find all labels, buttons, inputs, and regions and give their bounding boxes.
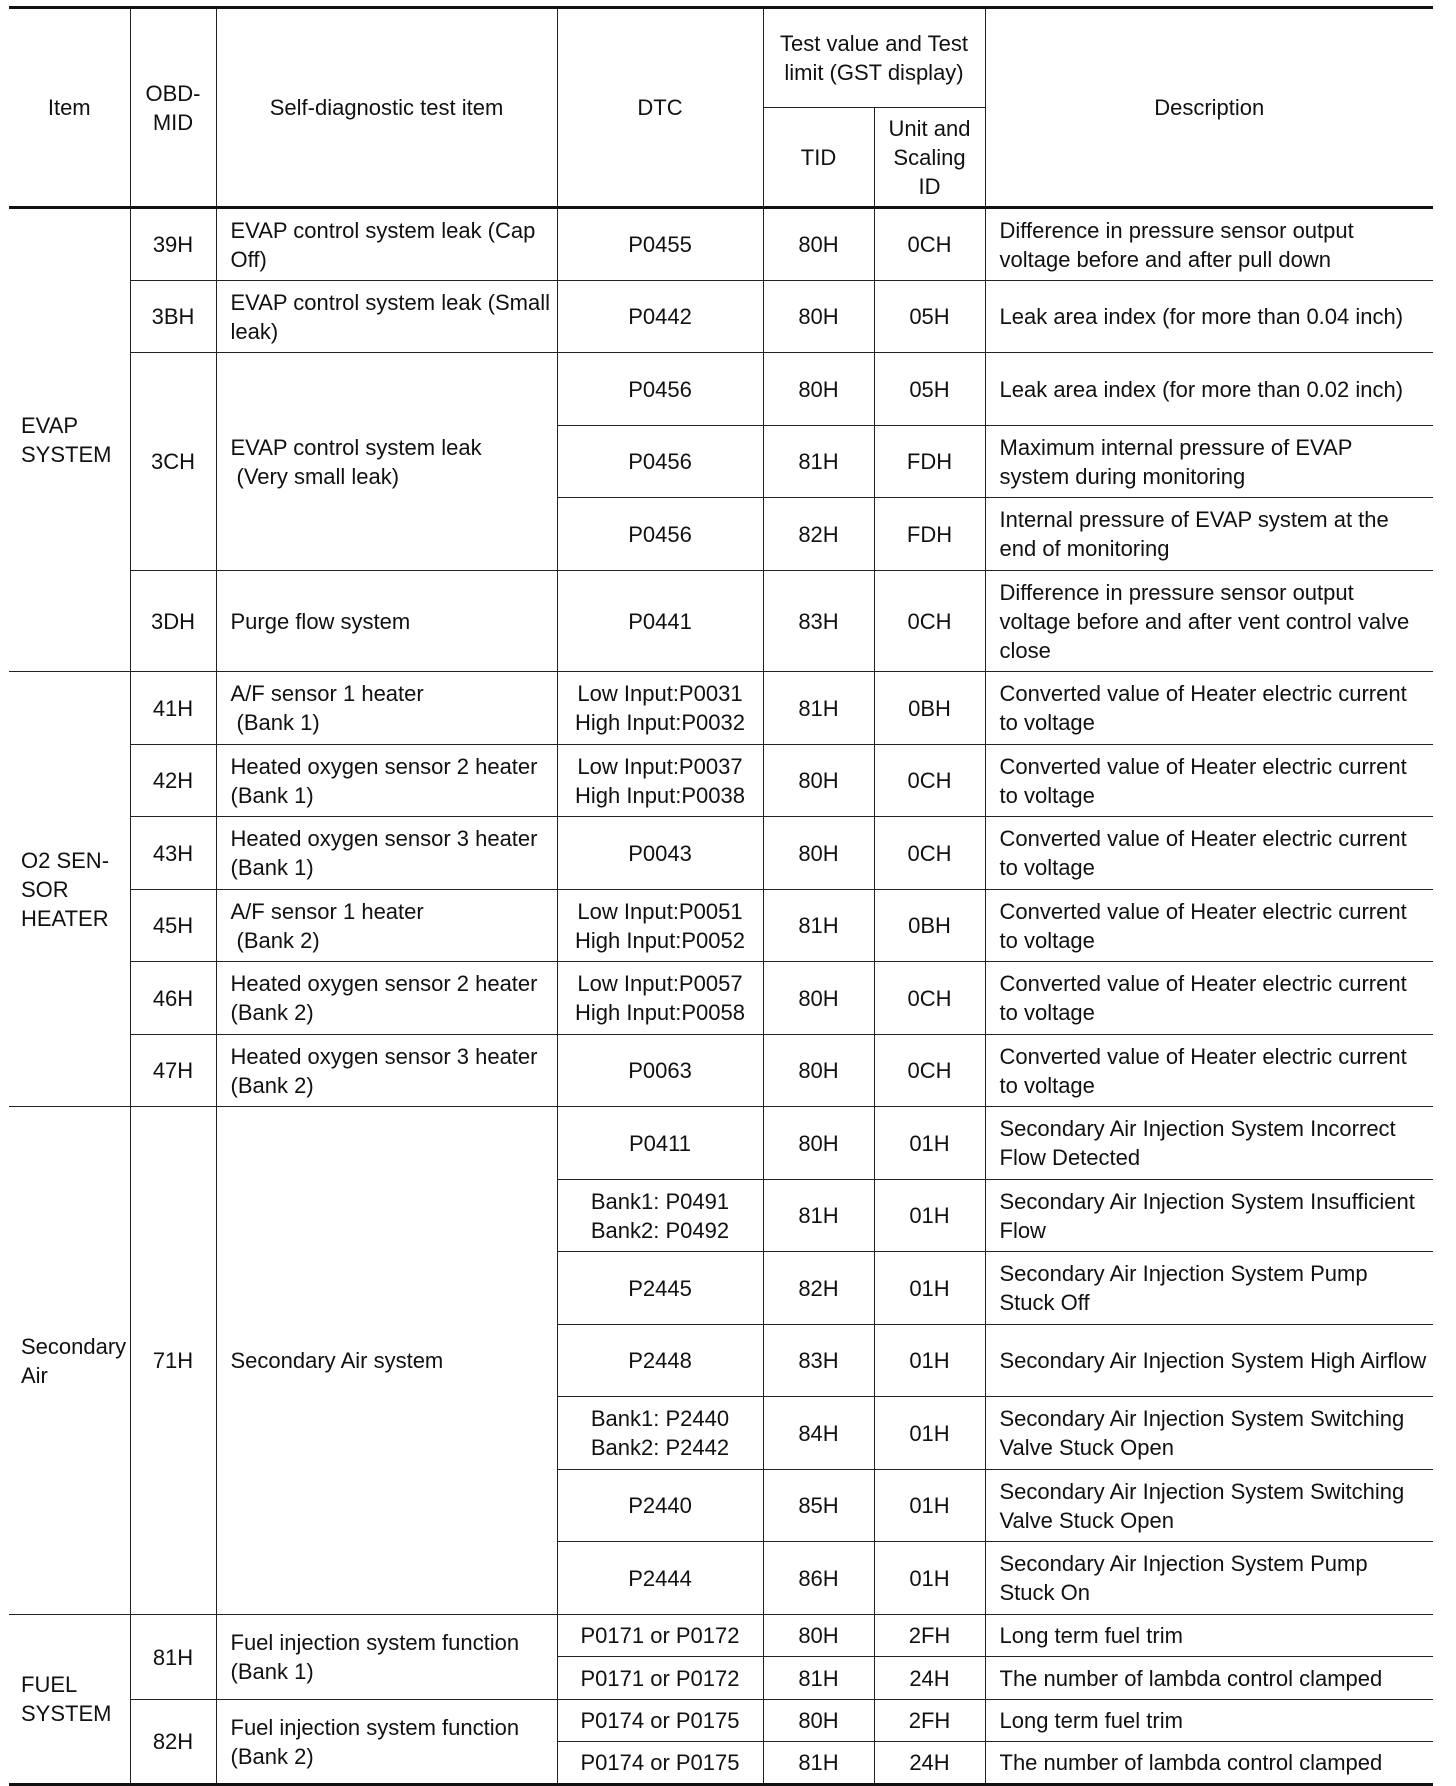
header-self-diagnostic-test-item: Self-diagnostic test item: [216, 8, 557, 208]
dtc-bank2: Bank2: P0492: [590, 1217, 730, 1243]
obd-mid-cell: 3DH: [130, 571, 216, 672]
dtc-cell: [557, 1397, 763, 1470]
obd-mid-cell: 46H: [130, 962, 216, 1035]
dtc-high-input: High Input:P0032: [574, 710, 746, 735]
item-secondary-air: Secondary Air: [9, 1107, 130, 1615]
dtc-cell: P2444: [557, 1542, 763, 1615]
dtc-cell: [557, 962, 763, 1035]
test-item-cell: [216, 353, 557, 571]
test-item-line: (Bank 1): [236, 710, 320, 735]
unit-cell: 01H: [874, 1325, 985, 1397]
dtc-cell: P0171 or P0172: [557, 1657, 763, 1700]
description-cell: Converted value of Heater electric current to voltage: [985, 745, 1433, 817]
dtc-cell: P0171 or P0172: [557, 1615, 763, 1657]
tid-cell: 83H: [763, 1325, 874, 1397]
tid-cell: 80H: [763, 1615, 874, 1657]
header-test-value-group: Test value and Test limit (GST display): [763, 8, 985, 108]
dtc-cell: P0456: [557, 426, 763, 498]
dtc-cell: P2445: [557, 1252, 763, 1325]
table-row: [9, 1035, 1433, 1107]
description-cell: Converted value of Heater electric current to voltage: [985, 890, 1433, 962]
table-row: [9, 1700, 1433, 1742]
test-item-line: A/F sensor 1 heater: [230, 681, 424, 706]
description-cell: Secondary Air Injection System Insufficient Flow: [985, 1180, 1433, 1252]
dtc-cell: [557, 890, 763, 962]
dtc-cell: P0043: [557, 817, 763, 890]
dtc-cell: P0411: [557, 1107, 763, 1180]
unit-cell: 0CH: [874, 817, 985, 890]
header-item: Item: [9, 8, 130, 208]
header-description: Description: [985, 8, 1433, 208]
obd-mid-cell: 71H: [130, 1107, 216, 1615]
obd-mid-cell: 82H: [130, 1700, 216, 1785]
table-row: [9, 571, 1433, 672]
test-item-line: (Bank 2): [236, 927, 320, 953]
unit-cell: 0BH: [874, 890, 985, 962]
header-dtc: DTC: [557, 8, 763, 208]
unit-cell: 0CH: [874, 571, 985, 672]
tid-cell: 80H: [763, 1107, 874, 1180]
obd-mid-cell: 43H: [130, 817, 216, 890]
unit-cell: FDH: [874, 498, 985, 571]
description-cell: Secondary Air Injection System Switching Valve Stuck Open: [985, 1470, 1433, 1542]
table-row: [9, 353, 1433, 426]
obd-mid-cell: 47H: [130, 1035, 216, 1107]
dtc-bank1: Bank1: P0491: [590, 1188, 730, 1214]
unit-cell: 0CH: [874, 962, 985, 1035]
description-cell: Converted value of Heater electric current to voltage: [985, 817, 1433, 890]
unit-cell: 05H: [874, 353, 985, 426]
tid-cell: 80H: [763, 208, 874, 281]
test-item-cell: Heated oxygen sensor 3 heater (Bank 2): [216, 1035, 557, 1107]
tid-cell: 86H: [763, 1542, 874, 1615]
unit-cell: 24H: [874, 1657, 985, 1700]
tid-cell: 80H: [763, 962, 874, 1035]
table-row: [9, 1615, 1433, 1657]
table-row: [9, 672, 1433, 745]
dtc-cell: P0063: [557, 1035, 763, 1107]
description-cell: Converted value of Heater electric current to voltage: [985, 962, 1433, 1035]
obd-mid-cell: 3CH: [130, 353, 216, 571]
dtc-cell: P0455: [557, 208, 763, 281]
dtc-cell: P0456: [557, 498, 763, 571]
obd-mid-cell: 3BH: [130, 281, 216, 353]
unit-cell: 0CH: [874, 1035, 985, 1107]
dtc-cell: P0456: [557, 353, 763, 426]
obd-mid-cell: 41H: [130, 672, 216, 745]
dtc-high-input: High Input:P0058: [574, 1000, 746, 1025]
table-row: [9, 1107, 1433, 1180]
dtc-cell: [557, 745, 763, 817]
test-item-cell: Heated oxygen sensor 2 heater (Bank 1): [216, 745, 557, 817]
test-item-cell: Fuel injection system function (Bank 2): [216, 1700, 557, 1785]
test-item-cell: EVAP control system leak (Small leak): [216, 281, 557, 353]
dtc-cell: P2440: [557, 1470, 763, 1542]
test-item-cell: EVAP control system leak (Cap Off): [216, 208, 557, 281]
test-item-cell: [216, 890, 557, 962]
tid-cell: 80H: [763, 353, 874, 426]
tid-cell: 81H: [763, 890, 874, 962]
dtc-low-input: Low Input:P0031: [577, 681, 743, 706]
test-item-cell: Heated oxygen sensor 3 heater (Bank 1): [216, 817, 557, 890]
unit-cell: 0BH: [874, 672, 985, 745]
description-cell: Difference in pressure sensor output voltage before and after pull down: [985, 208, 1433, 281]
dtc-bank1: Bank1: P2440: [590, 1406, 730, 1431]
description-cell: Secondary Air Injection System Switching Valve Stuck Open: [985, 1397, 1433, 1470]
dtc-cell: P0174 or P0175: [557, 1700, 763, 1742]
dtc-low-input: Low Input:P0057: [577, 971, 743, 996]
description-cell: Converted value of Heater electric current to voltage: [985, 1035, 1433, 1107]
unit-cell: FDH: [874, 426, 985, 498]
tid-cell: 81H: [763, 1742, 874, 1785]
unit-cell: 01H: [874, 1252, 985, 1325]
unit-cell: 2FH: [874, 1615, 985, 1657]
description-cell: Leak area index (for more than 0.04 inch): [985, 281, 1433, 353]
table-row: [9, 208, 1433, 281]
dtc-cell: [557, 1180, 763, 1252]
description-cell: The number of lambda control clamped: [985, 1657, 1433, 1700]
dtc-high-input: High Input:P0038: [574, 782, 746, 808]
description-cell: Secondary Air Injection System High Airflow: [985, 1325, 1433, 1397]
unit-cell: 24H: [874, 1742, 985, 1785]
tid-cell: 80H: [763, 1700, 874, 1742]
table-row: [9, 817, 1433, 890]
description-cell: Maximum internal pressure of EVAP system during monitoring: [985, 426, 1433, 498]
unit-cell: 01H: [874, 1397, 985, 1470]
dtc-low-input: Low Input:P0051: [577, 898, 743, 924]
dtc-cell: P0174 or P0175: [557, 1742, 763, 1785]
test-item-cell: Purge flow system: [216, 571, 557, 672]
unit-cell: 01H: [874, 1107, 985, 1180]
table-row: [9, 890, 1433, 962]
test-item-cell: Fuel injection system function (Bank 1): [216, 1615, 557, 1700]
item-fuel-system: FUEL SYSTEM: [9, 1615, 130, 1785]
obd-test-table: [9, 6, 1433, 1786]
description-cell: Long term fuel trim: [985, 1615, 1433, 1657]
unit-cell: 01H: [874, 1542, 985, 1615]
tid-cell: 80H: [763, 1035, 874, 1107]
obd-mid-cell: 81H: [130, 1615, 216, 1700]
test-item-line: A/F sensor 1 heater: [230, 898, 424, 924]
description-cell: Internal pressure of EVAP system at the end of monitoring: [985, 498, 1433, 571]
item-o2-sensor-heater: O2 SEN-SOR HEATER: [9, 672, 130, 1107]
obd-mid-cell: 39H: [130, 208, 216, 281]
unit-cell: 0CH: [874, 745, 985, 817]
tid-cell: 81H: [763, 426, 874, 498]
header-obd-mid: OBD-MID: [130, 8, 216, 208]
table-row: [9, 745, 1433, 817]
dtc-low-input: Low Input:P0037: [577, 753, 743, 779]
dtc-cell: P2448: [557, 1325, 763, 1397]
description-cell: Secondary Air Injection System Incorrect Flow Detected: [985, 1107, 1433, 1180]
description-cell: The number of lambda control clamped: [985, 1742, 1433, 1785]
test-item-line: EVAP control system leak: [230, 434, 482, 460]
description-cell: Leak area index (for more than 0.02 inch): [985, 353, 1433, 426]
tid-cell: 82H: [763, 498, 874, 571]
description-cell: Converted value of Heater electric current to voltage: [985, 672, 1433, 745]
description-cell: Secondary Air Injection System Pump Stuck On: [985, 1542, 1433, 1615]
dtc-bank2: Bank2: P2442: [590, 1435, 730, 1460]
test-item-cell: Secondary Air system: [216, 1107, 557, 1615]
description-cell: Difference in pressure sensor output voltage before and after vent control valve close: [985, 571, 1433, 672]
tid-cell: 85H: [763, 1470, 874, 1542]
header-tid: TID: [763, 108, 874, 208]
unit-cell: 05H: [874, 281, 985, 353]
tid-cell: 81H: [763, 1180, 874, 1252]
dtc-high-input: High Input:P0052: [574, 927, 746, 953]
tid-cell: 81H: [763, 672, 874, 745]
tid-cell: 81H: [763, 1657, 874, 1700]
header-unit-scaling-id: Unit and Scaling ID: [874, 108, 985, 208]
unit-cell: 2FH: [874, 1700, 985, 1742]
tid-cell: 80H: [763, 281, 874, 353]
obd-mid-cell: 42H: [130, 745, 216, 817]
dtc-cell: [557, 672, 763, 745]
test-item-cell: Heated oxygen sensor 2 heater (Bank 2): [216, 962, 557, 1035]
unit-cell: 0CH: [874, 208, 985, 281]
tid-cell: 82H: [763, 1252, 874, 1325]
tid-cell: 84H: [763, 1397, 874, 1470]
test-item-line: (Very small leak): [236, 463, 400, 489]
tid-cell: 80H: [763, 745, 874, 817]
table-row: [9, 281, 1433, 353]
obd-mid-cell: 45H: [130, 890, 216, 962]
dtc-cell: P0442: [557, 281, 763, 353]
table-row: [9, 962, 1433, 1035]
unit-cell: 01H: [874, 1180, 985, 1252]
dtc-cell: P0441: [557, 571, 763, 672]
tid-cell: 83H: [763, 571, 874, 672]
description-cell: Secondary Air Injection System Pump Stuck Off: [985, 1252, 1433, 1325]
description-cell: Long term fuel trim: [985, 1700, 1433, 1742]
unit-cell: 01H: [874, 1470, 985, 1542]
tid-cell: 80H: [763, 817, 874, 890]
item-evap-system: EVAP SYSTEM: [9, 208, 130, 672]
test-item-cell: [216, 672, 557, 745]
